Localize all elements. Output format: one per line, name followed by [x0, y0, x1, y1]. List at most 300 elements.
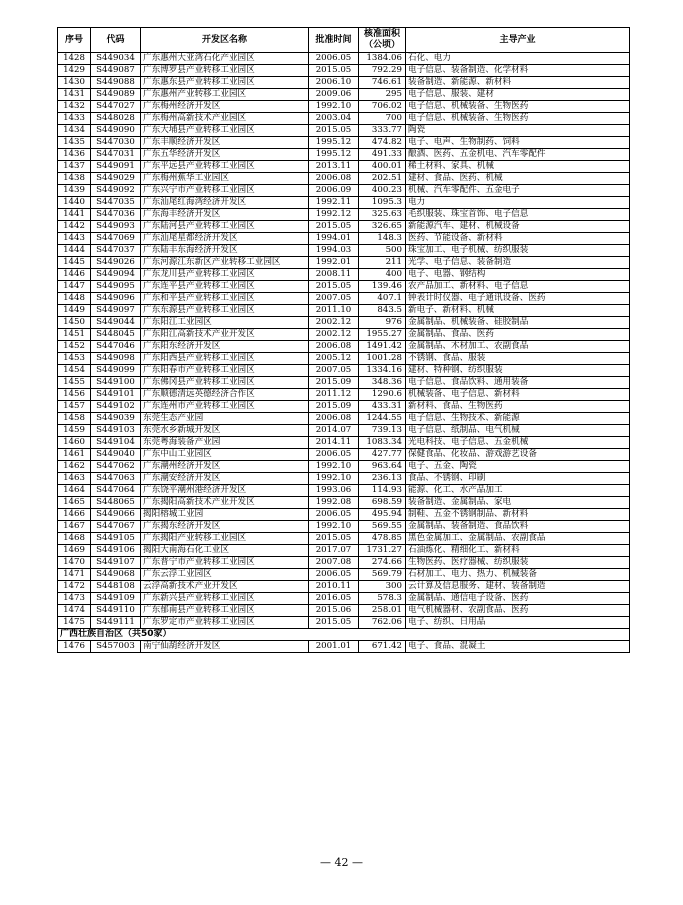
table-row	[58, 245, 630, 257]
cell-code: S449100	[91, 377, 141, 389]
cell-no: 1476	[58, 641, 91, 653]
cell-name: 广东和平县产业转移工业园区	[141, 293, 309, 305]
cell-date: 2006.08	[309, 173, 359, 185]
cell-name: 广东梅州经济开发区	[141, 101, 309, 113]
cell-industry: 金属制品、食品、医药	[406, 329, 630, 341]
cell-date: 2006.08	[309, 413, 359, 425]
table-row	[58, 101, 630, 113]
table-row	[58, 257, 630, 269]
cell-code: S449068	[91, 569, 141, 581]
cell-name: 广东新兴县产业转移工业园区	[141, 593, 309, 605]
cell-industry: 金属制品、机械装备、硅胶制品	[406, 317, 630, 329]
cell-area: 348.36	[359, 377, 406, 389]
cell-no: 1474	[58, 605, 91, 617]
cell-code: S448028	[91, 113, 141, 125]
table-row	[58, 641, 630, 653]
cell-area: 400	[359, 269, 406, 281]
cell-name: 广东罗定市产业转移工业园区	[141, 617, 309, 629]
development-zone-table	[57, 27, 630, 653]
cell-industry: 机械装备、电子信息、新材料	[406, 389, 630, 401]
cell-code: S448108	[91, 581, 141, 593]
cell-industry: 建材、食品、医药、机械	[406, 173, 630, 185]
cell-date: 2013.11	[309, 161, 359, 173]
header-no: 序号	[58, 28, 91, 53]
cell-code: S447062	[91, 461, 141, 473]
cell-code: S447064	[91, 485, 141, 497]
cell-no: 1450	[58, 317, 91, 329]
cell-area: 407.1	[359, 293, 406, 305]
cell-name: 东莞水乡新城开发区	[141, 425, 309, 437]
cell-date: 2003.04	[309, 113, 359, 125]
table-row	[58, 425, 630, 437]
cell-name: 广东连州市产业转移工业园区	[141, 401, 309, 413]
cell-code: S447046	[91, 341, 141, 353]
cell-no: 1433	[58, 113, 91, 125]
cell-industry: 能源、化工、水产品加工	[406, 485, 630, 497]
cell-industry: 装备制造、新能源、新材料	[406, 77, 630, 89]
cell-name: 广东郁南县产业转移工业园区	[141, 605, 309, 617]
header-industry: 主导产业	[406, 28, 630, 53]
table-row	[58, 509, 630, 521]
cell-area: 569.55	[359, 521, 406, 533]
cell-industry: 黑色金属加工、金属制品、农副食品	[406, 533, 630, 545]
cell-area: 1731.27	[359, 545, 406, 557]
cell-code: S449096	[91, 293, 141, 305]
cell-name: 广东普宁市产业转移工业园区	[141, 557, 309, 569]
cell-area: 963.64	[359, 461, 406, 473]
table-row	[58, 161, 630, 173]
cell-no: 1472	[58, 581, 91, 593]
cell-code: S449104	[91, 437, 141, 449]
cell-date: 1993.06	[309, 485, 359, 497]
cell-industry: 生物医药、医疗器械、纺织服装	[406, 557, 630, 569]
cell-name: 广东揭阳产业转移工业园区	[141, 533, 309, 545]
cell-industry: 石油炼化、精细化工、新材料	[406, 545, 630, 557]
cell-industry: 新能源汽车、建材、机械设备	[406, 221, 630, 233]
cell-area: 843.5	[359, 305, 406, 317]
cell-industry: 电子信息、机械装备、生物医药	[406, 113, 630, 125]
cell-name: 广东揭阳高新技术产业开发区	[141, 497, 309, 509]
cell-date: 2015.05	[309, 65, 359, 77]
table-row	[58, 221, 630, 233]
cell-no: 1467	[58, 521, 91, 533]
cell-no: 1451	[58, 329, 91, 341]
cell-date: 2001.01	[309, 641, 359, 653]
cell-area: 569.79	[359, 569, 406, 581]
cell-area: 1083.34	[359, 437, 406, 449]
cell-no: 1460	[58, 437, 91, 449]
cell-name: 广东中山工业园区	[141, 449, 309, 461]
cell-no: 1449	[58, 305, 91, 317]
table-row	[58, 413, 630, 425]
cell-name: 广东大埔县产业转移工业园区	[141, 125, 309, 137]
table-row	[58, 545, 630, 557]
header-area-line1: 核准面积	[363, 29, 400, 39]
cell-date: 2014.07	[309, 425, 359, 437]
cell-no: 1471	[58, 569, 91, 581]
table-row	[58, 341, 630, 353]
cell-area: 746.61	[359, 77, 406, 89]
cell-date: 2015.09	[309, 377, 359, 389]
cell-industry: 电子信息、食品饮料、通用装备	[406, 377, 630, 389]
cell-name: 广东汕尾红海湾经济开发区	[141, 197, 309, 209]
table-row	[58, 125, 630, 137]
section-row	[58, 629, 630, 641]
table-row	[58, 185, 630, 197]
table-body	[58, 53, 630, 653]
table-row	[58, 473, 630, 485]
cell-date: 2006.10	[309, 77, 359, 89]
table-row	[58, 77, 630, 89]
cell-date: 1994.01	[309, 233, 359, 245]
table-row	[58, 269, 630, 281]
cell-no: 1448	[58, 293, 91, 305]
cell-industry: 毛织服装、珠宝首饰、电子信息	[406, 209, 630, 221]
cell-area: 706.02	[359, 101, 406, 113]
table-row	[58, 485, 630, 497]
cell-industry: 石材加工、电力、热力、机械装备	[406, 569, 630, 581]
cell-code: S449066	[91, 509, 141, 521]
cell-industry: 不锈钢、食品、服装	[406, 353, 630, 365]
table-row	[58, 209, 630, 221]
cell-date: 1992.08	[309, 497, 359, 509]
cell-no: 1462	[58, 461, 91, 473]
table-row	[58, 581, 630, 593]
cell-date: 2015.05	[309, 617, 359, 629]
cell-name: 广东阳东经济开发区	[141, 341, 309, 353]
cell-date: 1992.12	[309, 209, 359, 221]
cell-no: 1456	[58, 389, 91, 401]
cell-no: 1465	[58, 497, 91, 509]
cell-code: S447069	[91, 233, 141, 245]
table-row	[58, 533, 630, 545]
cell-no: 1434	[58, 125, 91, 137]
cell-no: 1446	[58, 269, 91, 281]
table-row	[58, 617, 630, 629]
cell-area: 495.94	[359, 509, 406, 521]
cell-date: 1992.11	[309, 197, 359, 209]
cell-date: 2014.11	[309, 437, 359, 449]
table-row	[58, 329, 630, 341]
table-row	[58, 557, 630, 569]
cell-area: 274.66	[359, 557, 406, 569]
cell-area: 236.13	[359, 473, 406, 485]
header-code: 代码	[91, 28, 141, 53]
cell-industry: 建材、特种钢、纺织服装	[406, 365, 630, 377]
cell-no: 1443	[58, 233, 91, 245]
cell-code: S449098	[91, 353, 141, 365]
cell-area: 400.23	[359, 185, 406, 197]
cell-date: 2007.05	[309, 293, 359, 305]
cell-no: 1461	[58, 449, 91, 461]
cell-area: 148.3	[359, 233, 406, 245]
section-title: 广西壮族自治区（共50家）	[58, 629, 630, 641]
cell-area: 1384.06	[359, 53, 406, 65]
cell-no: 1468	[58, 533, 91, 545]
cell-area: 1491.42	[359, 341, 406, 353]
table-row	[58, 305, 630, 317]
cell-industry: 机械、汽车零配件、五金电子	[406, 185, 630, 197]
cell-code: S449095	[91, 281, 141, 293]
cell-name: 揭阳大南海石化工业区	[141, 545, 309, 557]
cell-industry: 新材料、食品、生物医药	[406, 401, 630, 413]
cell-no: 1473	[58, 593, 91, 605]
cell-name: 南宁仙葫经济开发区	[141, 641, 309, 653]
cell-industry: 保健食品、化妆品、游戏游艺设备	[406, 449, 630, 461]
cell-code: S449090	[91, 125, 141, 137]
cell-code: S449029	[91, 173, 141, 185]
cell-no: 1431	[58, 89, 91, 101]
cell-area: 578.3	[359, 593, 406, 605]
cell-name: 广东梅州高新技术产业园区	[141, 113, 309, 125]
cell-date: 2007.05	[309, 365, 359, 377]
cell-industry: 电子、电器、钢结构	[406, 269, 630, 281]
cell-no: 1442	[58, 221, 91, 233]
cell-code: S449107	[91, 557, 141, 569]
cell-date: 2015.05	[309, 125, 359, 137]
cell-no: 1435	[58, 137, 91, 149]
cell-date: 1995.12	[309, 137, 359, 149]
cell-industry: 石化、电力	[406, 53, 630, 65]
cell-no: 1438	[58, 173, 91, 185]
cell-area: 427.77	[359, 449, 406, 461]
cell-code: S449099	[91, 365, 141, 377]
table-header-row	[58, 28, 630, 53]
table-row	[58, 389, 630, 401]
cell-code: S447030	[91, 137, 141, 149]
cell-no: 1437	[58, 161, 91, 173]
cell-area: 300	[359, 581, 406, 593]
table-row	[58, 137, 630, 149]
cell-no: 1441	[58, 209, 91, 221]
table-row	[58, 233, 630, 245]
cell-code: S449093	[91, 221, 141, 233]
cell-code: S449034	[91, 53, 141, 65]
document-sheet	[57, 27, 629, 653]
cell-no: 1457	[58, 401, 91, 413]
cell-industry: 电子信息、纸制品、电气机械	[406, 425, 630, 437]
cell-no: 1466	[58, 509, 91, 521]
cell-no: 1454	[58, 365, 91, 377]
cell-name: 广东惠东县产业转移工业园区	[141, 77, 309, 89]
cell-code: S447037	[91, 245, 141, 257]
cell-area: 671.42	[359, 641, 406, 653]
cell-date: 1992.10	[309, 473, 359, 485]
table-row	[58, 449, 630, 461]
cell-date: 2015.05	[309, 281, 359, 293]
cell-date: 2005.12	[309, 353, 359, 365]
cell-area: 1290.6	[359, 389, 406, 401]
cell-code: S449103	[91, 425, 141, 437]
table-row	[58, 53, 630, 65]
cell-date: 2016.05	[309, 593, 359, 605]
cell-code: S447035	[91, 197, 141, 209]
cell-area: 333.77	[359, 125, 406, 137]
cell-name: 广东陆丰东海经济开发区	[141, 245, 309, 257]
cell-date: 2015.09	[309, 401, 359, 413]
cell-name: 广东饶平潮州港经济开发区	[141, 485, 309, 497]
cell-industry: 食品、不锈钢、印刷	[406, 473, 630, 485]
cell-area: 1244.55	[359, 413, 406, 425]
cell-no: 1455	[58, 377, 91, 389]
cell-code: S449040	[91, 449, 141, 461]
cell-area: 211	[359, 257, 406, 269]
page-number: — 42 —	[320, 856, 363, 869]
cell-name: 云浮高新技术产业开发区	[141, 581, 309, 593]
cell-no: 1452	[58, 341, 91, 353]
cell-date: 1992.10	[309, 101, 359, 113]
cell-area: 1955.27	[359, 329, 406, 341]
cell-name: 广东博罗县产业转移工业园区	[141, 65, 309, 77]
cell-name: 广东揭东经济开发区	[141, 521, 309, 533]
cell-industry: 云计算及信息服务、建材、装备制造	[406, 581, 630, 593]
cell-code: S447063	[91, 473, 141, 485]
cell-area: 698.59	[359, 497, 406, 509]
cell-no: 1430	[58, 77, 91, 89]
cell-date: 2006.08	[309, 341, 359, 353]
cell-name: 广东东源县产业转移工业园区	[141, 305, 309, 317]
cell-date: 1994.03	[309, 245, 359, 257]
cell-date: 1992.10	[309, 521, 359, 533]
table-row	[58, 605, 630, 617]
cell-name: 东莞生态产业园	[141, 413, 309, 425]
cell-industry: 电子信息、装备制造、化学材料	[406, 65, 630, 77]
header-date: 批准时间	[309, 28, 359, 53]
cell-name: 广东龙川县产业转移工业园区	[141, 269, 309, 281]
cell-code: S448045	[91, 329, 141, 341]
cell-name: 广东潮州经济开发区	[141, 461, 309, 473]
cell-date: 2015.05	[309, 533, 359, 545]
cell-name: 广东五华经济开发区	[141, 149, 309, 161]
cell-date: 2015.05	[309, 221, 359, 233]
cell-code: S449094	[91, 269, 141, 281]
cell-industry: 电子、五金、陶瓷	[406, 461, 630, 473]
cell-name: 广东海丰经济开发区	[141, 209, 309, 221]
cell-code: S449039	[91, 413, 141, 425]
cell-industry: 装备制造、金属制品、家电	[406, 497, 630, 509]
cell-industry: 电子信息、机械装备、生物医药	[406, 101, 630, 113]
cell-no: 1445	[58, 257, 91, 269]
table-row	[58, 293, 630, 305]
cell-name: 广东阳江高新技术产业开发区	[141, 329, 309, 341]
cell-area: 500	[359, 245, 406, 257]
cell-area: 325.63	[359, 209, 406, 221]
cell-industry: 稀土材料、家具、机械	[406, 161, 630, 173]
cell-no: 1453	[58, 353, 91, 365]
header-name: 开发区名称	[141, 28, 309, 53]
cell-industry: 电气机械器材、农副食品、医药	[406, 605, 630, 617]
cell-date: 1992.01	[309, 257, 359, 269]
cell-no: 1432	[58, 101, 91, 113]
cell-code: S447031	[91, 149, 141, 161]
cell-industry: 酿酒、医药、五金机电、汽车零配件	[406, 149, 630, 161]
cell-industry: 新电子、新材料、机械	[406, 305, 630, 317]
cell-code: S449105	[91, 533, 141, 545]
cell-area: 739.13	[359, 425, 406, 437]
cell-name: 广东汕尾星都经济开发区	[141, 233, 309, 245]
table-row	[58, 593, 630, 605]
table-row	[58, 173, 630, 185]
cell-no: 1470	[58, 557, 91, 569]
table-row	[58, 521, 630, 533]
cell-industry: 电子信息、服装、建材	[406, 89, 630, 101]
table-row	[58, 197, 630, 209]
cell-no: 1469	[58, 545, 91, 557]
cell-area: 478.85	[359, 533, 406, 545]
cell-name: 广东梅州蕉华工业园区	[141, 173, 309, 185]
cell-area: 976	[359, 317, 406, 329]
cell-code: S449088	[91, 77, 141, 89]
cell-name: 广东兴宁市产业转移工业园区	[141, 185, 309, 197]
cell-area: 1001.28	[359, 353, 406, 365]
cell-industry: 金属制品、木材加工、农副食品	[406, 341, 630, 353]
cell-name: 广东惠州大亚湾石化产业园区	[141, 53, 309, 65]
table-row	[58, 437, 630, 449]
cell-industry: 光电科技、电子信息、五金机械	[406, 437, 630, 449]
cell-name: 广东阳西县产业转移工业园区	[141, 353, 309, 365]
cell-name: 广东阳江工业园区	[141, 317, 309, 329]
table-row	[58, 281, 630, 293]
cell-code: S447027	[91, 101, 141, 113]
cell-name: 广东河源江东新区产业转移工业园区	[141, 257, 309, 269]
cell-area: 474.82	[359, 137, 406, 149]
cell-industry: 金属制品、通信电子设备、医药	[406, 593, 630, 605]
cell-area: 433.31	[359, 401, 406, 413]
table-row	[58, 365, 630, 377]
cell-code: S449026	[91, 257, 141, 269]
table-row	[58, 65, 630, 77]
table-row	[58, 317, 630, 329]
cell-code: S449091	[91, 161, 141, 173]
header-area	[359, 28, 406, 53]
cell-no: 1447	[58, 281, 91, 293]
cell-name: 广东阳春市产业转移工业园区	[141, 365, 309, 377]
cell-code: S449089	[91, 89, 141, 101]
cell-industry: 电子、纺织、日用品	[406, 617, 630, 629]
table-row	[58, 401, 630, 413]
cell-date: 2011.12	[309, 389, 359, 401]
cell-industry: 农产品加工、新材料、电子信息	[406, 281, 630, 293]
cell-area: 295	[359, 89, 406, 101]
cell-industry: 金属制品、装备制造、食品饮料	[406, 521, 630, 533]
cell-industry: 陶瓷	[406, 125, 630, 137]
cell-industry: 光学、电子信息、装备制造	[406, 257, 630, 269]
cell-name: 广东连平县产业转移工业园区	[141, 281, 309, 293]
cell-name: 广东平远县产业转移工业园区	[141, 161, 309, 173]
cell-no: 1436	[58, 149, 91, 161]
cell-no: 1464	[58, 485, 91, 497]
cell-industry: 珠宝加工、电子机械、纺织服装	[406, 245, 630, 257]
cell-name: 广东惠州产业转移工业园区	[141, 89, 309, 101]
table-row	[58, 149, 630, 161]
cell-no: 1429	[58, 65, 91, 77]
cell-industry: 电子、食品、混凝土	[406, 641, 630, 653]
cell-date: 2002.12	[309, 317, 359, 329]
cell-area: 1095.3	[359, 197, 406, 209]
cell-no: 1428	[58, 53, 91, 65]
cell-no: 1458	[58, 413, 91, 425]
cell-name: 广东潮安经济开发区	[141, 473, 309, 485]
cell-area: 792.29	[359, 65, 406, 77]
header-area-line2: （公顷）	[363, 40, 400, 50]
cell-no: 1475	[58, 617, 91, 629]
cell-no: 1463	[58, 473, 91, 485]
table-row	[58, 113, 630, 125]
cell-code: S447067	[91, 521, 141, 533]
cell-area: 258.01	[359, 605, 406, 617]
cell-area: 762.06	[359, 617, 406, 629]
cell-area: 700	[359, 113, 406, 125]
